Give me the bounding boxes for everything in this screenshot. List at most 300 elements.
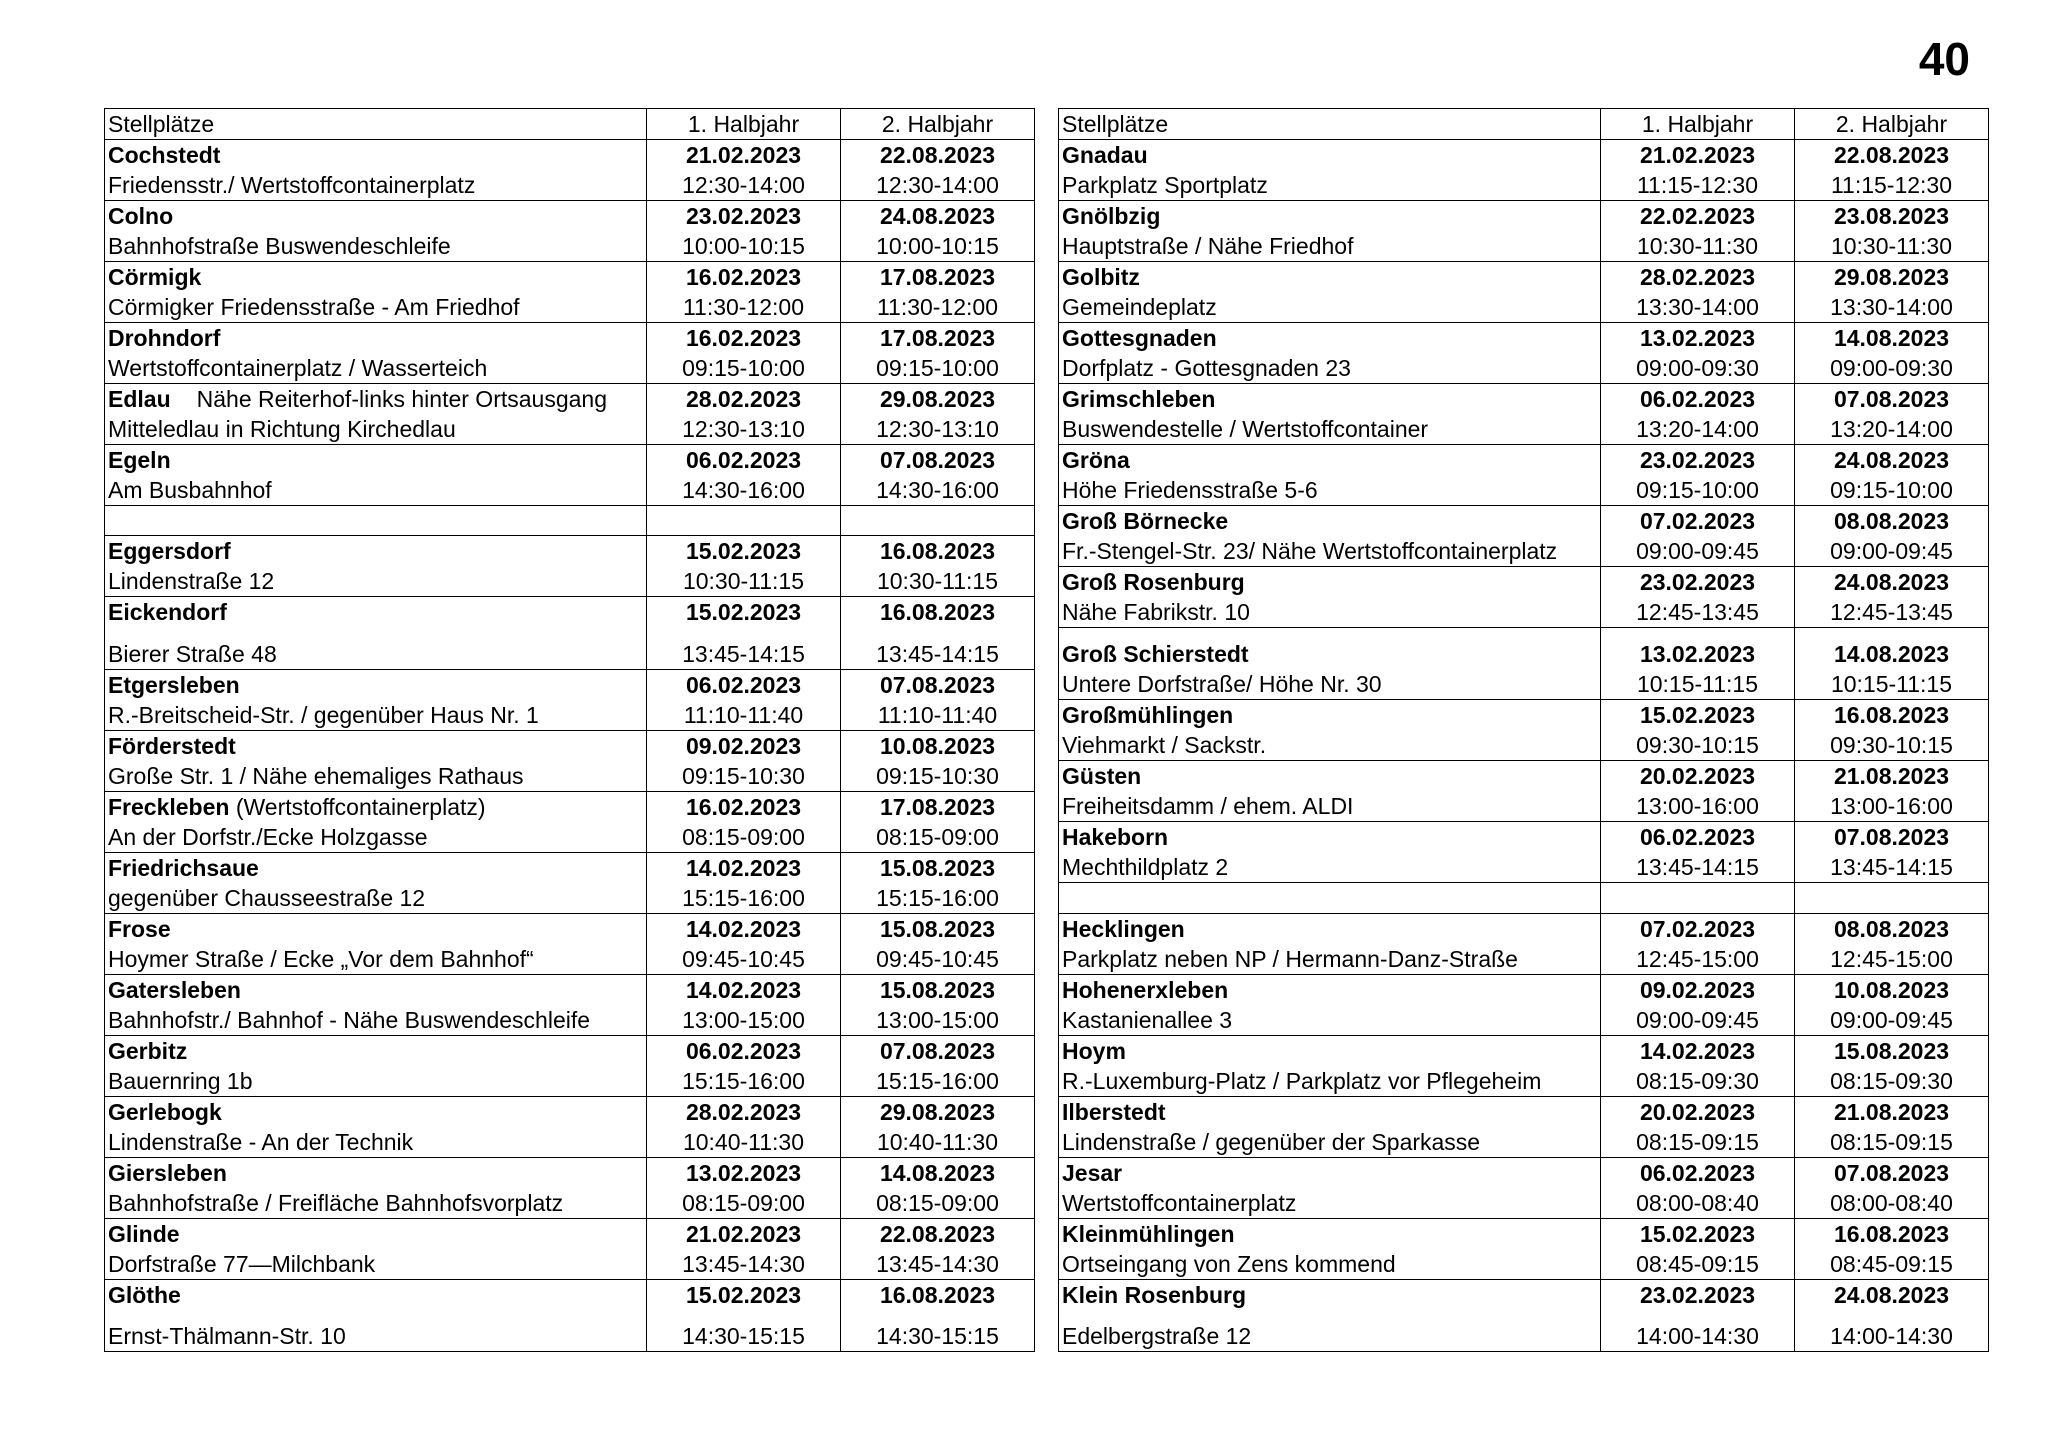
location-name-text: Klein Rosenburg xyxy=(1062,1281,1247,1308)
header-row xyxy=(105,109,1035,140)
location-name xyxy=(1059,627,1601,669)
location-name xyxy=(105,974,647,1005)
table-row xyxy=(1059,1035,1989,1066)
location-name-text: Friedrichsaue xyxy=(108,854,259,881)
location-name xyxy=(1059,1096,1601,1127)
empty-row xyxy=(1059,883,1989,914)
location-address: Dorfstraße 77—Milchbank xyxy=(105,1249,647,1280)
time-2-halbjahr: 12:30-13:10 xyxy=(841,414,1035,445)
date-1-halbjahr: 21.02.2023 xyxy=(1601,139,1795,170)
location-name xyxy=(105,444,647,475)
time-2-halbjahr: 08:15-09:15 xyxy=(1795,1127,1989,1158)
date-1-halbjahr: 23.02.2023 xyxy=(1601,1279,1795,1310)
date-1-halbjahr: 16.02.2023 xyxy=(647,791,841,822)
location-name-text: Cörmigk xyxy=(108,263,202,290)
time-1-halbjahr: 08:15-09:00 xyxy=(647,1188,841,1219)
location-name-text: Hakeborn xyxy=(1062,824,1169,850)
table-row xyxy=(105,627,1035,669)
location-name-text: Colno xyxy=(108,202,174,229)
date-2-halbjahr: 24.08.2023 xyxy=(841,200,1035,231)
empty-row xyxy=(105,505,1035,536)
table-row xyxy=(105,1310,1035,1352)
location-address: Bahnhofstraße Buswendeschleife xyxy=(105,231,647,262)
date-1-halbjahr: 14.02.2023 xyxy=(647,913,841,944)
table-row xyxy=(1059,944,1989,975)
table-row xyxy=(105,1005,1035,1036)
date-1-halbjahr: 21.02.2023 xyxy=(647,1218,841,1249)
table-row xyxy=(105,1218,1035,1249)
time-2-halbjahr: 14:30-15:15 xyxy=(841,1310,1035,1352)
table-row xyxy=(1059,231,1989,262)
location-name xyxy=(105,383,647,414)
date-1-halbjahr: 22.02.2023 xyxy=(1601,200,1795,231)
date-2-halbjahr: 22.08.2023 xyxy=(841,1218,1035,1249)
time-2-halbjahr: 09:15-10:00 xyxy=(1795,475,1989,506)
location-address: Wertstoffcontainerplatz / Wasserteich xyxy=(105,353,647,384)
date-2-halbjahr: 24.08.2023 xyxy=(1795,1279,1989,1310)
location-name-text: Gnadau xyxy=(1062,141,1148,168)
time-1-halbjahr: 13:45-14:15 xyxy=(647,627,841,669)
table-row xyxy=(1059,414,1989,445)
time-2-halbjahr: 13:45-14:15 xyxy=(841,627,1035,669)
time-2-halbjahr: 08:00-08:40 xyxy=(1795,1188,1989,1219)
date-1-halbjahr: 15.02.2023 xyxy=(1601,1218,1795,1249)
time-2-halbjahr: 13:45-14:15 xyxy=(1795,852,1989,883)
header-2-halbjahr: 2. Halbjahr xyxy=(841,109,1035,140)
date-2-halbjahr: 22.08.2023 xyxy=(841,139,1035,170)
time-2-halbjahr: 09:00-09:30 xyxy=(1795,353,1989,384)
table-row xyxy=(1059,292,1989,323)
date-1-halbjahr: 15.02.2023 xyxy=(647,1279,841,1310)
table-row xyxy=(105,566,1035,597)
location-address: Fr.-Stengel-Str. 23/ Nähe Wertstoffcontainerplatz xyxy=(1059,536,1601,567)
date-2-halbjahr: 16.08.2023 xyxy=(1795,1218,1989,1249)
location-address: Große Str. 1 / Nähe ehemaliges Rathaus xyxy=(105,761,647,792)
time-1-halbjahr: 15:15-16:00 xyxy=(647,883,841,914)
date-1-halbjahr: 28.02.2023 xyxy=(1601,261,1795,292)
time-2-halbjahr: 12:45-13:45 xyxy=(1795,597,1989,628)
table-row xyxy=(105,1066,1035,1097)
date-1-halbjahr: 15.02.2023 xyxy=(647,597,841,628)
date-2-halbjahr: 08.08.2023 xyxy=(1795,505,1989,536)
date-1-halbjahr: 28.02.2023 xyxy=(647,383,841,414)
date-1-halbjahr: 16.02.2023 xyxy=(647,322,841,353)
date-1-halbjahr: 28.02.2023 xyxy=(647,1096,841,1127)
location-name-text: Drohndorf xyxy=(108,324,221,351)
empty-cell xyxy=(1059,883,1601,914)
location-name xyxy=(105,261,647,292)
location-name xyxy=(105,139,647,170)
location-name xyxy=(105,669,647,700)
table-row xyxy=(105,231,1035,262)
time-2-halbjahr: 14:00-14:30 xyxy=(1795,1310,1989,1352)
date-1-halbjahr: 13.02.2023 xyxy=(647,1157,841,1188)
location-name xyxy=(105,597,647,628)
time-1-halbjahr: 14:30-16:00 xyxy=(647,475,841,506)
table-row xyxy=(105,761,1035,792)
table-row xyxy=(1059,1188,1989,1219)
table-row xyxy=(105,322,1035,353)
time-2-halbjahr: 08:15-09:00 xyxy=(841,822,1035,853)
time-2-halbjahr: 08:15-09:30 xyxy=(1795,1066,1989,1097)
date-2-halbjahr: 24.08.2023 xyxy=(1795,444,1989,475)
location-name xyxy=(1059,1035,1601,1066)
time-2-halbjahr: 09:00-09:45 xyxy=(1795,1005,1989,1036)
table-row xyxy=(1059,1310,1989,1352)
table-row xyxy=(1059,597,1989,628)
date-1-halbjahr: 06.02.2023 xyxy=(647,444,841,475)
table-row xyxy=(105,444,1035,475)
table-row xyxy=(105,1096,1035,1127)
location-name-text: Gerbitz xyxy=(108,1037,188,1064)
time-1-halbjahr: 13:00-15:00 xyxy=(647,1005,841,1036)
table-row xyxy=(105,536,1035,567)
time-1-halbjahr: 10:15-11:15 xyxy=(1601,669,1795,700)
location-name xyxy=(1059,322,1601,353)
location-name xyxy=(1059,261,1601,292)
location-address: Buswendestelle / Wertstoffcontainer xyxy=(1059,414,1601,445)
location-name-text: Groß Rosenburg xyxy=(1062,568,1245,595)
table-row xyxy=(1059,852,1989,883)
location-name xyxy=(1059,505,1601,536)
header-stellplaetze: Stellplätze xyxy=(1059,109,1601,140)
date-2-halbjahr: 21.08.2023 xyxy=(1795,1096,1989,1127)
schedule-table-right xyxy=(1058,108,1989,1352)
date-1-halbjahr: 13.02.2023 xyxy=(1601,627,1795,669)
empty-cell xyxy=(647,505,841,536)
table-row xyxy=(1059,505,1989,536)
table-row xyxy=(1059,1066,1989,1097)
table-row xyxy=(1059,566,1989,597)
location-name-text: Hoym xyxy=(1062,1037,1126,1064)
location-name xyxy=(1059,383,1601,414)
time-1-halbjahr: 13:00-16:00 xyxy=(1601,791,1795,822)
location-name-text: Ilberstedt xyxy=(1062,1098,1166,1125)
location-address: Edelbergstraße 12 xyxy=(1059,1310,1601,1352)
date-2-halbjahr: 14.08.2023 xyxy=(1795,322,1989,353)
table-row xyxy=(1059,669,1989,700)
table-row xyxy=(105,669,1035,700)
date-2-halbjahr: 22.08.2023 xyxy=(1795,139,1989,170)
location-address: Gemeindeplatz xyxy=(1059,292,1601,323)
location-address: Cörmigker Friedensstraße - Am Friedhof xyxy=(105,292,647,323)
date-2-halbjahr: 10.08.2023 xyxy=(1795,974,1989,1005)
time-2-halbjahr: 10:40-11:30 xyxy=(841,1127,1035,1158)
time-2-halbjahr: 13:45-14:30 xyxy=(841,1249,1035,1280)
empty-cell xyxy=(105,505,647,536)
table-row xyxy=(1059,822,1989,853)
schedule-table-left xyxy=(104,108,1035,1352)
location-name-text: Golbitz xyxy=(1062,263,1140,290)
location-address: Ortseingang von Zens kommend xyxy=(1059,1249,1601,1280)
date-1-halbjahr: 20.02.2023 xyxy=(1601,761,1795,792)
time-1-halbjahr: 10:30-11:30 xyxy=(1601,231,1795,262)
date-1-halbjahr: 07.02.2023 xyxy=(1601,505,1795,536)
empty-cell xyxy=(1601,883,1795,914)
location-address: Parkplatz neben NP / Hermann-Danz-Straße xyxy=(1059,944,1601,975)
location-name-text: Grimschleben xyxy=(1062,385,1216,412)
location-name xyxy=(105,730,647,761)
location-address: Lindenstraße 12 xyxy=(105,566,647,597)
location-address: Kastanienallee 3 xyxy=(1059,1005,1601,1036)
date-2-halbjahr: 24.08.2023 xyxy=(1795,566,1989,597)
date-2-halbjahr: 21.08.2023 xyxy=(1795,761,1989,792)
table-row xyxy=(1059,1096,1989,1127)
location-name xyxy=(1059,822,1601,853)
table-row xyxy=(1059,322,1989,353)
time-1-halbjahr: 08:15-09:15 xyxy=(1601,1127,1795,1158)
table-row xyxy=(1059,1218,1989,1249)
time-2-halbjahr: 15:15-16:00 xyxy=(841,1066,1035,1097)
location-address: Wertstoffcontainerplatz xyxy=(1059,1188,1601,1219)
location-name xyxy=(1059,1157,1601,1188)
location-name xyxy=(105,1157,647,1188)
table-body-right xyxy=(1059,109,1989,1352)
location-name-text: Etgersleben xyxy=(108,671,240,698)
date-1-halbjahr: 23.02.2023 xyxy=(1601,566,1795,597)
location-name-text: Gröna xyxy=(1062,446,1130,473)
location-address: Höhe Friedensstraße 5-6 xyxy=(1059,475,1601,506)
table-row xyxy=(1059,974,1989,1005)
location-address: Untere Dorfstraße/ Höhe Nr. 30 xyxy=(1059,669,1601,700)
date-2-halbjahr: 23.08.2023 xyxy=(1795,200,1989,231)
date-2-halbjahr: 07.08.2023 xyxy=(841,1035,1035,1066)
location-name-text: Gerlebogk xyxy=(108,1098,222,1125)
date-2-halbjahr: 29.08.2023 xyxy=(1795,261,1989,292)
location-name-text: Eggersdorf xyxy=(108,538,231,564)
table-row xyxy=(1059,1279,1989,1310)
date-1-halbjahr: 14.02.2023 xyxy=(647,852,841,883)
location-name xyxy=(105,1218,647,1249)
time-1-halbjahr: 12:45-15:00 xyxy=(1601,944,1795,975)
location-name xyxy=(105,322,647,353)
location-address: Bierer Straße 48 xyxy=(105,627,647,669)
date-2-halbjahr: 14.08.2023 xyxy=(1795,627,1989,669)
location-address: Bahnhofstr./ Bahnhof - Nähe Buswendeschleife xyxy=(105,1005,647,1036)
time-1-halbjahr: 11:15-12:30 xyxy=(1601,170,1795,201)
date-2-halbjahr: 07.08.2023 xyxy=(841,669,1035,700)
table-row xyxy=(105,913,1035,944)
time-2-halbjahr: 10:15-11:15 xyxy=(1795,669,1989,700)
header-row xyxy=(1059,109,1989,140)
date-1-halbjahr: 16.02.2023 xyxy=(647,261,841,292)
time-2-halbjahr: 10:30-11:15 xyxy=(841,566,1035,597)
time-1-halbjahr: 11:30-12:00 xyxy=(647,292,841,323)
location-address: Mechthildplatz 2 xyxy=(1059,852,1601,883)
location-address: Hoymer Straße / Ecke „Vor dem Bahnhof“ xyxy=(105,944,647,975)
date-2-halbjahr: 15.08.2023 xyxy=(841,974,1035,1005)
table-row xyxy=(1059,170,1989,201)
table-row xyxy=(1059,1249,1989,1280)
location-name-text: Hohenerxleben xyxy=(1062,976,1229,1003)
time-1-halbjahr: 14:00-14:30 xyxy=(1601,1310,1795,1352)
location-address: Friedensstr./ Wertstoffcontainerplatz xyxy=(105,170,647,201)
time-1-halbjahr: 13:20-14:00 xyxy=(1601,414,1795,445)
location-name xyxy=(105,1279,647,1310)
time-1-halbjahr: 13:45-14:15 xyxy=(1601,852,1795,883)
table-row xyxy=(105,200,1035,231)
table-row xyxy=(105,139,1035,170)
header-2-halbjahr: 2. Halbjahr xyxy=(1795,109,1989,140)
location-name xyxy=(1059,761,1601,792)
location-name xyxy=(1059,1218,1601,1249)
table-row xyxy=(105,1035,1035,1066)
date-1-halbjahr: 07.02.2023 xyxy=(1601,913,1795,944)
table-row xyxy=(105,597,1035,628)
date-2-halbjahr: 16.08.2023 xyxy=(841,536,1035,567)
location-name xyxy=(1059,700,1601,731)
table-row xyxy=(1059,383,1989,414)
location-name-text: Großmühlingen xyxy=(1062,702,1234,728)
empty-cell xyxy=(1795,883,1989,914)
location-name-text: Edlau xyxy=(108,385,171,412)
time-2-halbjahr: 14:30-16:00 xyxy=(841,475,1035,506)
table-row xyxy=(105,822,1035,853)
time-2-halbjahr: 13:00-16:00 xyxy=(1795,791,1989,822)
location-name-text: Gatersleben xyxy=(108,976,241,1003)
table-row xyxy=(1059,200,1989,231)
location-name xyxy=(1059,200,1601,231)
date-2-halbjahr: 07.08.2023 xyxy=(1795,383,1989,414)
time-1-halbjahr: 09:45-10:45 xyxy=(647,944,841,975)
date-1-halbjahr: 09.02.2023 xyxy=(647,730,841,761)
table-row xyxy=(1059,475,1989,506)
date-1-halbjahr: 06.02.2023 xyxy=(1601,1157,1795,1188)
date-2-halbjahr: 08.08.2023 xyxy=(1795,913,1989,944)
date-2-halbjahr: 16.08.2023 xyxy=(1795,700,1989,731)
time-1-halbjahr: 09:15-10:00 xyxy=(1601,475,1795,506)
table-row xyxy=(1059,730,1989,761)
time-2-halbjahr: 09:45-10:45 xyxy=(841,944,1035,975)
date-1-halbjahr: 06.02.2023 xyxy=(647,1035,841,1066)
location-address: Bauernring 1b xyxy=(105,1066,647,1097)
location-name xyxy=(1059,913,1601,944)
date-2-halbjahr: 10.08.2023 xyxy=(841,730,1035,761)
time-1-halbjahr: 13:45-14:30 xyxy=(647,1249,841,1280)
location-name-text: Egeln xyxy=(108,446,171,473)
time-2-halbjahr: 12:30-14:00 xyxy=(841,170,1035,201)
time-2-halbjahr: 09:15-10:00 xyxy=(841,353,1035,384)
date-2-halbjahr: 16.08.2023 xyxy=(841,597,1035,628)
location-address: Hauptstraße / Nähe Friedhof xyxy=(1059,231,1601,262)
table-row xyxy=(105,730,1035,761)
table-row xyxy=(105,414,1035,445)
location-address: Mitteledlau in Richtung Kirchedlau xyxy=(105,414,647,445)
location-address: Nähe Fabrikstr. 10 xyxy=(1059,597,1601,628)
location-name-text: Jesar xyxy=(1062,1159,1123,1186)
table-row xyxy=(1059,1157,1989,1188)
location-address: Freiheitsdamm / ehem. ALDI xyxy=(1059,791,1601,822)
location-name-text: Eickendorf xyxy=(108,599,227,625)
location-name xyxy=(105,200,647,231)
location-name xyxy=(105,913,647,944)
location-address: Am Busbahnhof xyxy=(105,475,647,506)
location-name-text: Cochstedt xyxy=(108,141,221,168)
location-name-text: Glöthe xyxy=(108,1281,181,1308)
time-2-halbjahr: 10:30-11:30 xyxy=(1795,231,1989,262)
time-1-halbjahr: 08:15-09:00 xyxy=(647,822,841,853)
time-1-halbjahr: 11:10-11:40 xyxy=(647,700,841,731)
date-1-halbjahr: 06.02.2023 xyxy=(1601,822,1795,853)
location-name xyxy=(1059,139,1601,170)
table-row xyxy=(1059,913,1989,944)
time-2-halbjahr: 08:45-09:15 xyxy=(1795,1249,1989,1280)
table-row xyxy=(105,1279,1035,1310)
time-1-halbjahr: 08:45-09:15 xyxy=(1601,1249,1795,1280)
table-row xyxy=(1059,700,1989,731)
time-1-halbjahr: 10:00-10:15 xyxy=(647,231,841,262)
location-name-text: Förderstedt xyxy=(108,732,236,759)
table-row xyxy=(1059,536,1989,567)
location-note: Nähe Reiterhof-links hinter Ortsausgang xyxy=(196,385,607,412)
date-1-halbjahr: 13.02.2023 xyxy=(1601,322,1795,353)
location-name xyxy=(105,1035,647,1066)
location-address: Bahnhofstraße / Freifläche Bahnhofsvorplatz xyxy=(105,1188,647,1219)
time-1-halbjahr: 09:15-10:00 xyxy=(647,353,841,384)
time-1-halbjahr: 08:00-08:40 xyxy=(1601,1188,1795,1219)
date-1-halbjahr: 14.02.2023 xyxy=(1601,1035,1795,1066)
time-1-halbjahr: 12:30-14:00 xyxy=(647,170,841,201)
table-row xyxy=(105,944,1035,975)
table-row xyxy=(105,700,1035,731)
location-name-text: Gnölbzig xyxy=(1062,202,1161,229)
location-address: Dorfplatz - Gottesgnaden 23 xyxy=(1059,353,1601,384)
time-1-halbjahr: 09:00-09:45 xyxy=(1601,536,1795,567)
time-1-halbjahr: 10:30-11:15 xyxy=(647,566,841,597)
table-row xyxy=(105,1249,1035,1280)
time-2-halbjahr: 11:30-12:00 xyxy=(841,292,1035,323)
empty-cell xyxy=(841,505,1035,536)
table-row xyxy=(105,292,1035,323)
table-row xyxy=(105,1127,1035,1158)
location-address: Viehmarkt / Sackstr. xyxy=(1059,730,1601,761)
location-address: Parkplatz Sportplatz xyxy=(1059,170,1601,201)
time-2-halbjahr: 09:30-10:15 xyxy=(1795,730,1989,761)
date-2-halbjahr: 16.08.2023 xyxy=(841,1279,1035,1310)
location-name xyxy=(105,852,647,883)
time-1-halbjahr: 09:00-09:45 xyxy=(1601,1005,1795,1036)
page-number: 40 xyxy=(1918,33,1970,85)
table-row xyxy=(1059,261,1989,292)
date-2-halbjahr: 15.08.2023 xyxy=(1795,1035,1989,1066)
time-1-halbjahr: 13:30-14:00 xyxy=(1601,292,1795,323)
date-2-halbjahr: 07.08.2023 xyxy=(841,444,1035,475)
table-row xyxy=(1059,627,1989,669)
date-1-halbjahr: 09.02.2023 xyxy=(1601,974,1795,1005)
table-row xyxy=(105,353,1035,384)
date-1-halbjahr: 21.02.2023 xyxy=(647,139,841,170)
date-2-halbjahr: 14.08.2023 xyxy=(841,1157,1035,1188)
location-name-text: Freckleben xyxy=(108,793,230,820)
location-name xyxy=(1059,974,1601,1005)
table-row xyxy=(105,1157,1035,1188)
date-1-halbjahr: 15.02.2023 xyxy=(647,536,841,567)
location-address: Lindenstraße - An der Technik xyxy=(105,1127,647,1158)
time-1-halbjahr: 14:30-15:15 xyxy=(647,1310,841,1352)
time-2-halbjahr: 13:30-14:00 xyxy=(1795,292,1989,323)
time-1-halbjahr: 12:45-13:45 xyxy=(1601,597,1795,628)
time-1-halbjahr: 09:15-10:30 xyxy=(647,761,841,792)
location-name-text: Giersleben xyxy=(108,1159,227,1186)
date-1-halbjahr: 15.02.2023 xyxy=(1601,700,1795,731)
time-2-halbjahr: 09:15-10:30 xyxy=(841,761,1035,792)
time-2-halbjahr: 09:00-09:45 xyxy=(1795,536,1989,567)
table-row xyxy=(1059,139,1989,170)
table-row xyxy=(105,475,1035,506)
date-2-halbjahr: 07.08.2023 xyxy=(1795,822,1989,853)
date-1-halbjahr: 23.02.2023 xyxy=(1601,444,1795,475)
time-1-halbjahr: 15:15-16:00 xyxy=(647,1066,841,1097)
